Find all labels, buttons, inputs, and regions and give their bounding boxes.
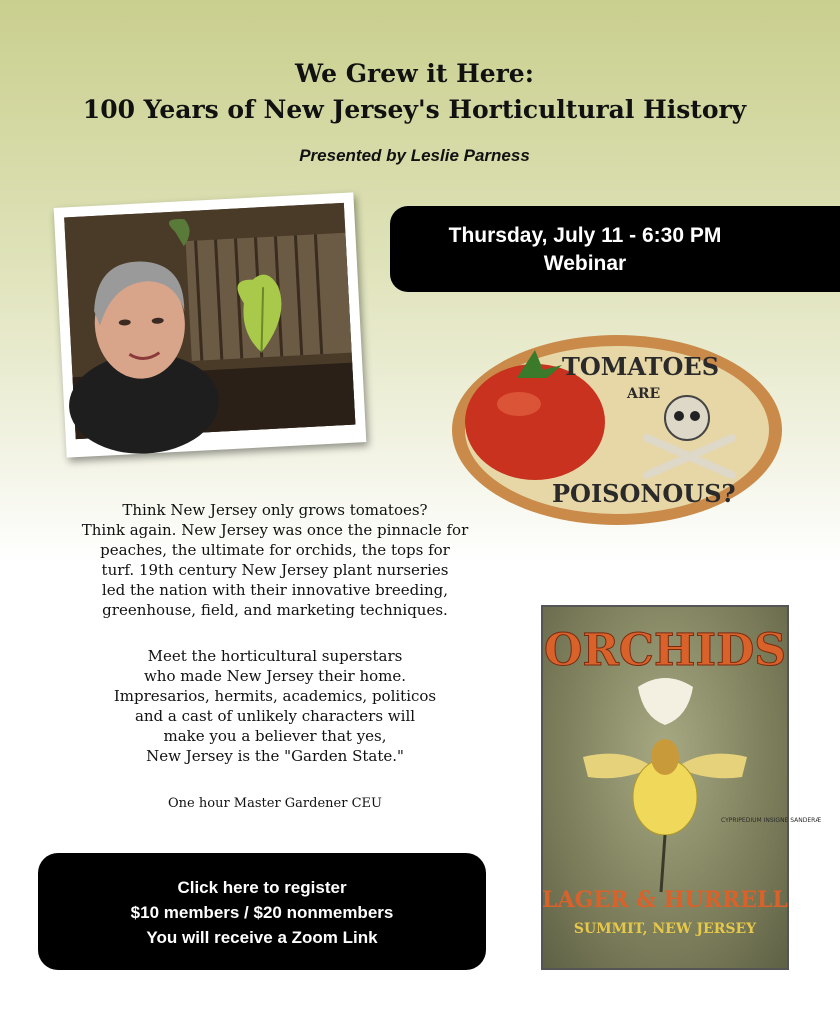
description-paragraph-1 (40, 500, 510, 620)
description-paragraph-2 (40, 646, 510, 766)
presenter-photo (64, 203, 355, 439)
poster-location: SUMMIT, NEW JERSEY (573, 921, 757, 937)
presenter-subtitle: Presented by Leslie Parness (299, 146, 530, 165)
p2-line: Impresarios, hermits, academics, politicos (113, 687, 437, 705)
skull-icon (665, 396, 709, 440)
p2-line: and a cast of unlikely characters will (134, 707, 416, 725)
event-format: Webinar (543, 252, 627, 275)
register-pricing: $10 members / $20 nonmembers (130, 903, 394, 922)
poster-company: LAGER & HURRELL (542, 887, 788, 913)
poster-title: ORCHIDS (544, 625, 786, 676)
presenter-photo-illustration (64, 203, 355, 439)
poster-species-label: CYPRIPEDIUM INSIGNE SANDERÆ (721, 817, 822, 824)
p1-line: peaches, the ultimate for orchids, the tops for (100, 541, 450, 559)
register-button[interactable] (38, 853, 486, 970)
p2-line: New Jersey is the "Garden State." (146, 747, 404, 765)
sign-text-bottom: POISONOUS? (552, 479, 736, 508)
p2-line: make you a believer that yes, (163, 727, 387, 745)
sign-text-mid: ARE (627, 386, 661, 402)
p1-line: turf. 19th century New Jersey plant nurseries (101, 561, 449, 579)
p1-line: greenhouse, field, and marketing techniques. (102, 601, 448, 619)
tomato-illustration (465, 364, 605, 480)
p1-line: Think New Jersey only grows tomatoes? (122, 501, 428, 519)
register-zoom-note: You will receive a Zoom Link (146, 928, 378, 947)
sign-text-top: TOMATOES (562, 352, 720, 381)
p2-line: Meet the horticultural superstars (147, 647, 403, 665)
p1-line: Think again. New Jersey was once the pinnacle for (81, 521, 469, 539)
event-info-box (390, 206, 840, 292)
ceu-note: One hour Master Gardener CEU (168, 796, 382, 811)
page-title (0, 56, 829, 128)
presenter-photo-frame (54, 192, 367, 457)
orchids-poster (541, 605, 822, 970)
p2-line: who made New Jersey their home. (143, 667, 407, 685)
register-label: Click here to register (177, 878, 347, 897)
p1-line: led the nation with their innovative breeding, (101, 581, 449, 599)
event-date-time: Thursday, July 11 - 6:30 PM (448, 224, 722, 247)
orchid-poster-illustration (542, 607, 822, 968)
title-line-2: 100 Years of New Jersey's Horticultural History (82, 95, 747, 124)
title-line-1: We Grew it Here: (295, 59, 534, 88)
